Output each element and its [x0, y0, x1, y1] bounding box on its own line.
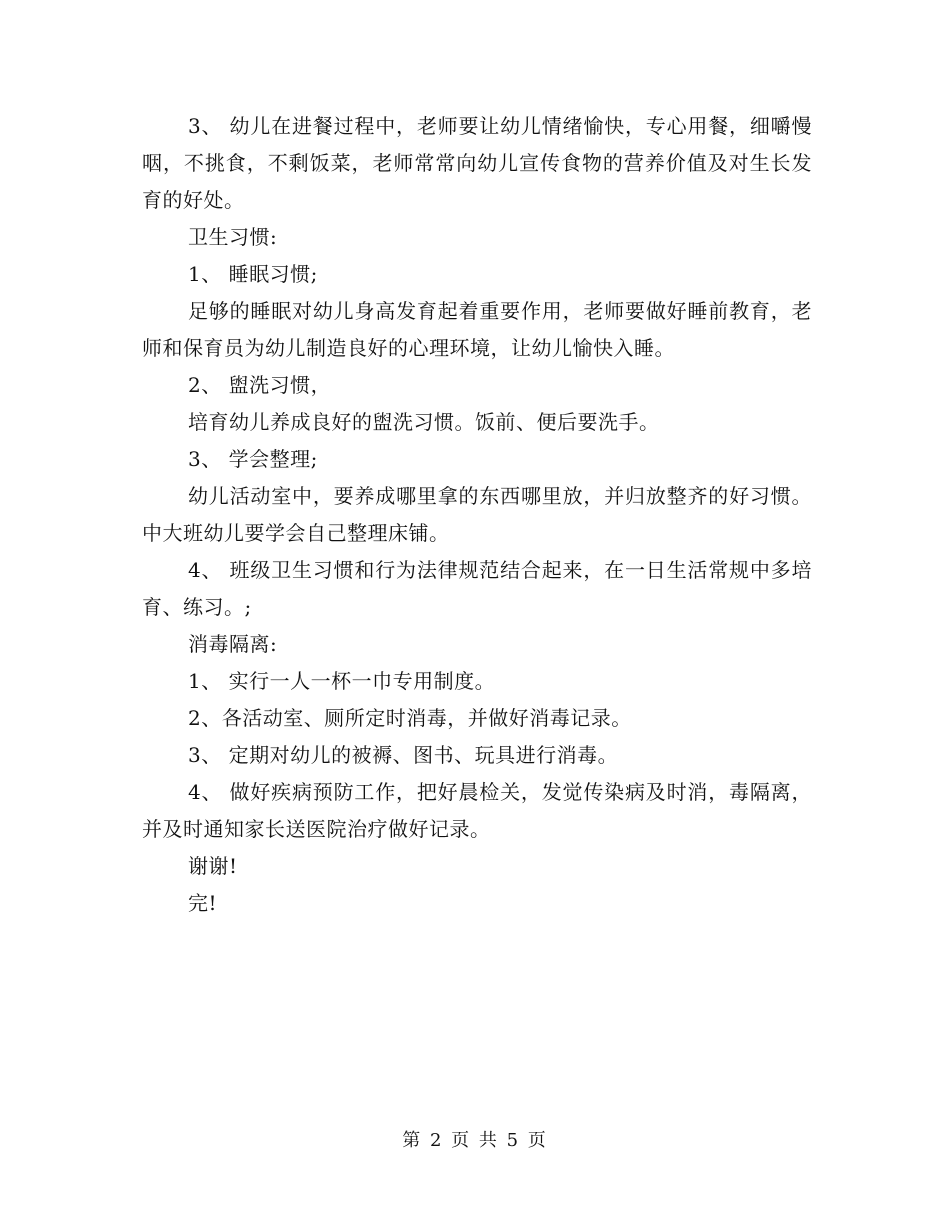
- paragraph-meal-item-3: 3、 幼儿在进餐过程中，老师要让幼儿情绪愉快，专心用餐，细嚼慢咽，不挑食，不剩饭菜，老师常常向幼儿宣传食物的营养价值及对生长发育的好处。: [142, 114, 812, 212]
- page-footer: 第 2 页 共 5 页: [402, 1130, 548, 1151]
- document-body: [142, 108, 812, 922]
- list-item-tidying: 3、 学会整理;: [188, 447, 318, 471]
- list-item-disease-prevention: 4、 做好疾病预防工作，把好晨检关，发觉传染病及时消，毒隔离，并及时通知家长送医院治疗做好记录。: [142, 780, 812, 841]
- section-heading-disinfection: 消毒隔离:: [188, 632, 278, 656]
- paragraph-class-hygiene: 4、 班级卫生习惯和行为法律规范结合起来，在一日生活常规中多培育、练习。;: [142, 558, 812, 619]
- paragraph-tidying: 幼儿活动室中，要养成哪里拿的东西哪里放，并归放整齐的好习惯。中大班幼儿要学会自己整理床铺。: [142, 484, 812, 545]
- list-item-room-disinfection: 2、各活动室、厕所定时消毒，并做好消毒记录。: [188, 706, 632, 730]
- closing-thanks: 谢谢!: [188, 854, 238, 878]
- closing-end: 完!: [188, 891, 218, 915]
- list-item-bedding-disinfection: 3、 定期对幼儿的被褥、图书、玩具进行消毒。: [188, 743, 619, 767]
- list-item-sleep-habit: 1、 睡眠习惯;: [188, 262, 318, 286]
- paragraph-sleep: 足够的睡眠对幼儿身高发育起着重要作用，老师要做好睡前教育，老师和保育员为幼儿制造良好的心理环境，让幼儿愉快入睡。: [142, 299, 812, 360]
- list-item-cup-towel: 1、 实行一人一杯一巾专用制度。: [188, 669, 496, 693]
- list-item-washing-habit: 2、 盥洗习惯，: [188, 373, 332, 397]
- paragraph-washing: 培育幼儿养成良好的盥洗习惯。饭前、便后要洗手。: [188, 410, 660, 434]
- section-heading-hygiene: 卫生习惯:: [188, 225, 278, 249]
